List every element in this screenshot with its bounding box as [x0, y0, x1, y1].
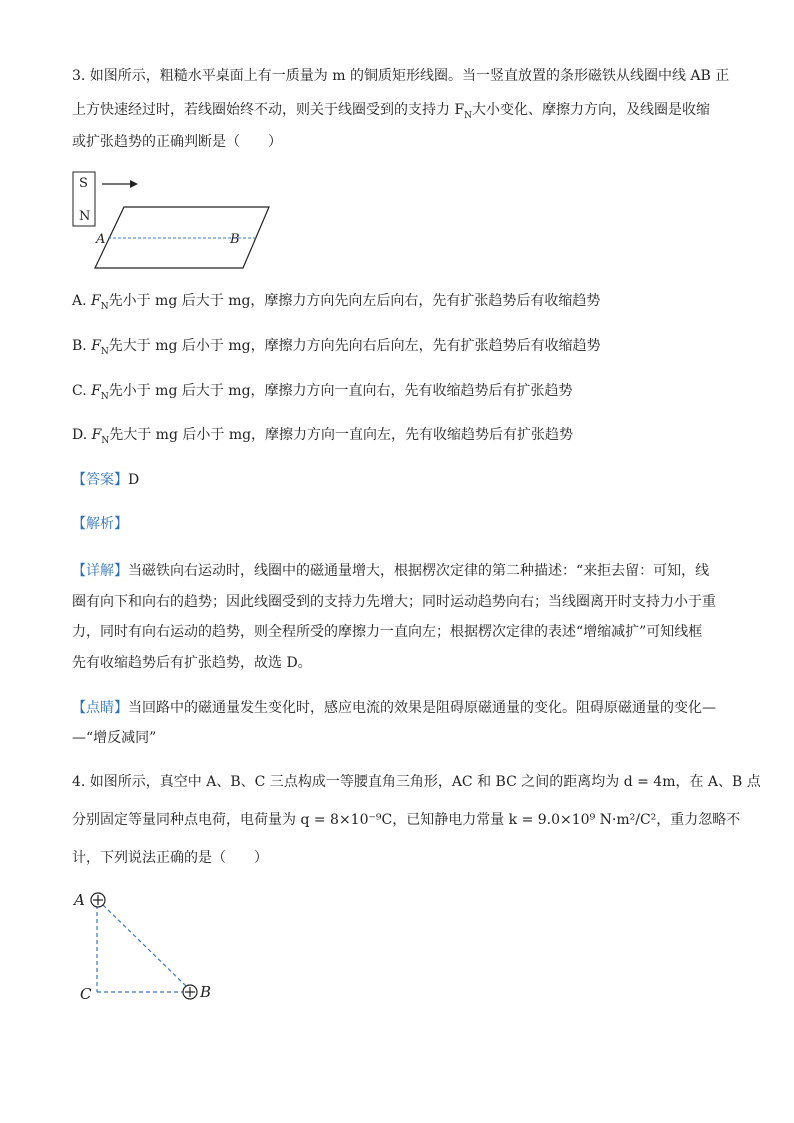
detail-line-1: [72, 561, 709, 581]
option-a-letter: A.: [72, 293, 92, 309]
q4-figure: [70, 885, 220, 1005]
coil-label-b: B: [230, 232, 240, 247]
option-c-sub: N: [100, 391, 109, 402]
tip-line-1: [72, 698, 716, 718]
detail-line-4: 先有收缩趋势后有扩张趋势，故选 D。: [72, 655, 312, 671]
q3-line2-sub: N: [464, 110, 473, 121]
detail-text-1: 当磁铁向右运动时，线圈中的磁通量增大，根据楞次定律的第二种描述：“来拒去留：可知，线: [128, 563, 710, 579]
q3-line2-head: 上方快速经过时，若线圈始终不动，则关于线圈受到的支持力 F: [72, 102, 465, 118]
label-c: C: [80, 985, 92, 1003]
option-d-letter: D.: [72, 427, 92, 443]
coil-parallelogram: [95, 207, 269, 268]
q3-line2-tail: 大小变化、摩擦力方向，及线圈是收缩: [472, 102, 711, 118]
option-a-sym: F: [91, 293, 101, 309]
option-c-sym: F: [91, 383, 101, 399]
label-a: A: [74, 891, 85, 909]
label-b: B: [200, 983, 212, 1001]
q3-line2: [72, 100, 710, 126]
option-c-text: 先小于 mg 后大于 mg，摩擦力方向一直向右，先有收缩趋势后有扩张趋势: [108, 383, 573, 399]
answer-tag: 【答案】: [72, 472, 128, 488]
option-b-sym: F: [91, 338, 101, 354]
arrow-head: [130, 180, 138, 188]
option-b-letter: B.: [72, 338, 92, 354]
option-a-text: 先小于 mg 后大于 mg，摩擦力方向先向左后向右，先有扩张趋势后有收缩趋势: [108, 293, 601, 309]
tip-text-1: 当回路中的磁通量发生变化时，感应电流的效果是阻碍原磁通量的变化。阻碍原磁通量的变化—: [128, 700, 716, 716]
option-d-sub: N: [101, 435, 110, 446]
tip-tag: 【点睛】: [72, 700, 128, 716]
coil-label-a: A: [96, 232, 106, 247]
q4-line3: 计，下列说法正确的是（ ）: [72, 850, 268, 866]
answer-value: D: [128, 472, 140, 488]
side-ab: [103, 905, 187, 987]
answer-line: [72, 470, 139, 490]
option-d-sym: F: [91, 427, 102, 443]
magnet-n-label: N: [79, 209, 91, 224]
charge-a-icon: [91, 893, 105, 907]
option-b-text: 先大于 mg 后小于 mg，摩擦力方向先向右后向左，先有扩张趋势后有收缩趋势: [108, 338, 601, 354]
q3-line3: 或扩张趋势的正确判断是（ ）: [72, 134, 282, 150]
q4-line2: 分别固定等量同种点电荷，电荷量为 q = 8×10⁻⁹C，已知静电力常量 k = 9.0×10⁹ N·m²/C²，重力忽略不: [72, 812, 741, 828]
charge-b-icon: [183, 985, 197, 999]
option-b: [72, 336, 601, 362]
detail-tag: 【详解】: [72, 563, 128, 579]
option-a-sub: N: [100, 301, 109, 312]
magnet-s-label: S: [79, 176, 88, 191]
q3-figure: [70, 170, 270, 275]
option-c: [72, 381, 573, 407]
detail-line-2: 圈有向下和向右的趋势；因此线圈受到的支持力先增大；同时运动趋势向右；当线圈离开时支持力小于重: [72, 594, 716, 610]
option-c-letter: C.: [72, 383, 92, 399]
option-d: [72, 425, 573, 451]
q3-line1: 3. 如图所示，粗糙水平桌面上有一质量为 m 的铜质矩形线圈。当一竖直放置的条形磁铁从线圈中线 AB 正: [72, 68, 730, 84]
q4-line1: 4. 如图所示，真空中 A、B、C 三点构成一等腰直角三角形，AC 和 BC 之间的距离均为 d = 4m，在 A、B 点: [72, 774, 761, 790]
option-a: [72, 291, 600, 317]
analysis-tag: 【解析】: [72, 516, 128, 532]
option-b-sub: N: [100, 346, 109, 357]
option-d-text: 先大于 mg 后小于 mg，摩擦力方向一直向左，先有收缩趋势后有扩张趋势: [109, 427, 574, 443]
tip-line-2: —“增反减同”: [72, 730, 157, 746]
detail-line-3: 力，同时有向右运动的趋势，则全程所受的摩擦力一直向左；根据楞次定律的表述“增缩减扩”可知线框: [72, 624, 703, 640]
